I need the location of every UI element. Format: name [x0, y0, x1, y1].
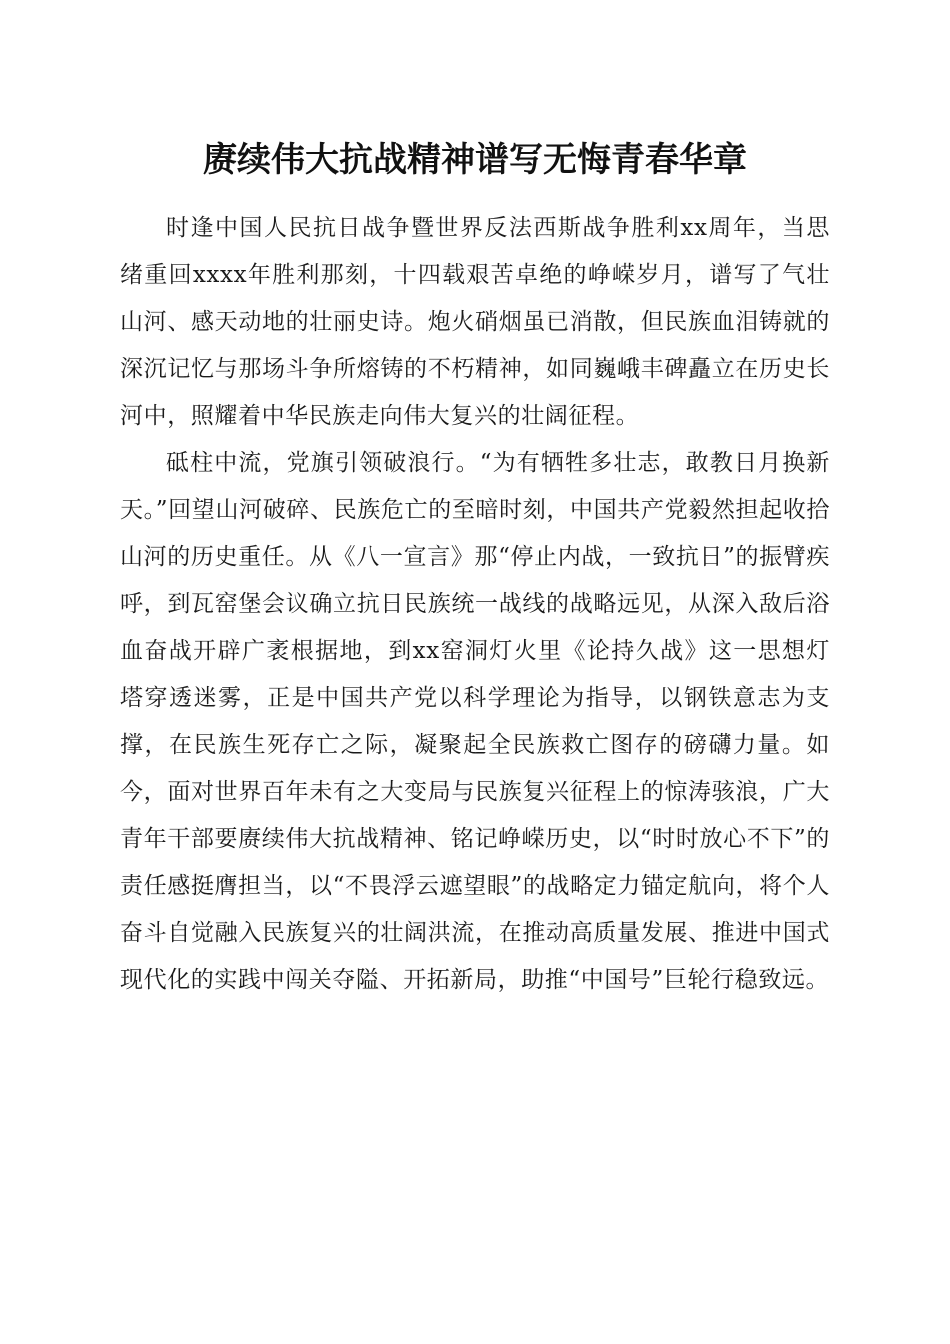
paragraph-1: 时逢中国人民抗日战争暨世界反法西斯战争胜利xx周年，当思绪重回xxxx年胜利那刻，十四载艰苦卓绝的峥嵘岁月，谱写了气壮山河、感天动地的壮丽史诗。炮火硝烟虽已消散，但民族血泪铸就的深沉记忆与那场斗争所熔铸的不朽精神，如同巍峨丰碑矗立在历史长河中，照耀着中华民族走向伟大复兴的壮阔征程。	[120, 215, 830, 429]
document-body	[120, 205, 830, 1004]
document-title: 赓续伟大抗战精神谱写无悔青春华章	[203, 140, 747, 180]
paragraph-2: 砥柱中流，党旗引领破浪行。“为有牺牲多壮志，敢教日月换新天。”回望山河破碎、民族危亡的至暗时刻，中国共产党毅然担起收拾山河的历史重任。从《八一宣言》那“停止内战，一致抗日”的振臂疾呼，到瓦窑堡会议确立抗日民族统一战线的战略远见，从深入敌后浴血奋战开辟广袤根据地，到xx窑洞灯火里《论持久战》这一思想灯塔穿透迷雾，正是中国共产党以科学理论为指导，以钢铁意志为支撑，在民族生死存亡之际，凝聚起全民族救亡图存的磅礴力量。如今，面对世界百年未有之大变局与民族复兴征程上的惊涛骇浪，广大青年干部要赓续伟大抗战精神、铭记峥嵘历史，以“时时放心不下”的责任感挺膺担当，以“不畏浮云遮望眼”的战略定力锚定航向，将个人奋斗自觉融入民族复兴的壮阔洪流，在推动高质量发展、推进中国式现代化的实践中闯关夺隘、开拓新局，助推“中国号”巨轮行稳致远。	[120, 450, 830, 993]
